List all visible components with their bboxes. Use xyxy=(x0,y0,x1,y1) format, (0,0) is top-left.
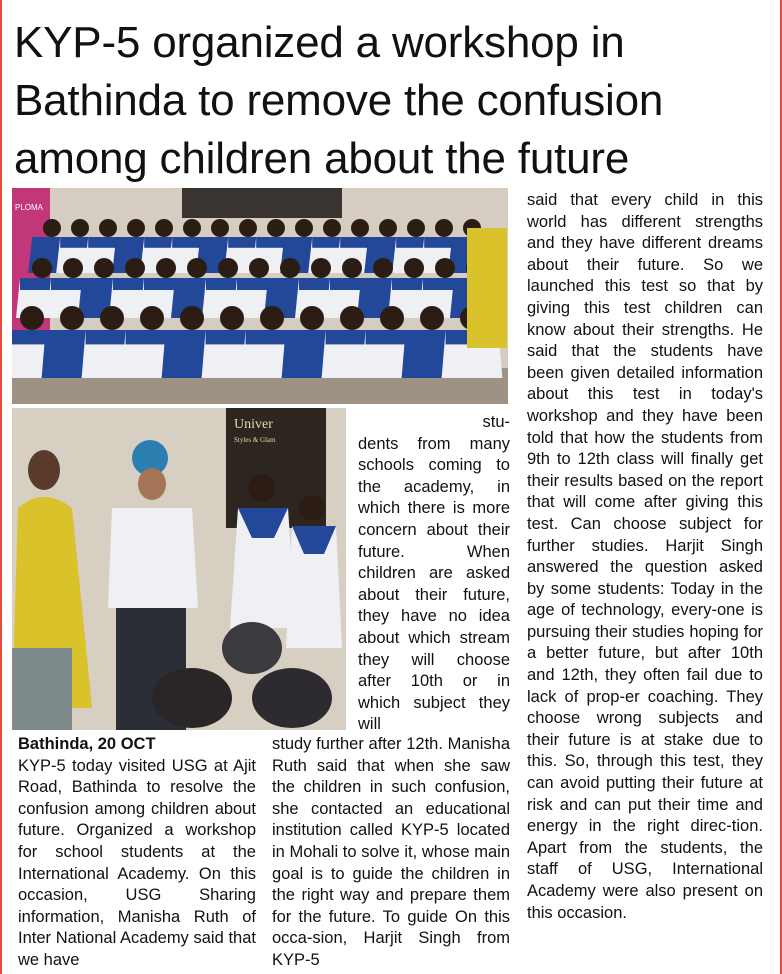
person-head xyxy=(380,306,404,330)
person-head xyxy=(183,219,201,237)
person-head xyxy=(156,258,176,278)
person-head xyxy=(60,306,84,330)
workshop-photo-illustration xyxy=(12,408,346,730)
workshop-photo xyxy=(12,408,346,730)
person-head xyxy=(300,306,324,330)
person-head xyxy=(311,258,331,278)
person-head xyxy=(43,219,61,237)
person-head xyxy=(125,258,145,278)
person-head xyxy=(420,306,444,330)
group-photo-illustration xyxy=(12,188,508,404)
person-head xyxy=(280,258,300,278)
person-head xyxy=(100,306,124,330)
person-head xyxy=(211,219,229,237)
person-head xyxy=(20,306,44,330)
sign-subtext: Styles & Glam xyxy=(234,436,276,444)
column-3-text: said that every child in this world has different strengths and they have different dreams about their future. So we launched this test so that by giving this test children can know about their strengths. He said that the students have been given detailed information about this test in today's workshop and they have been told that how the students from 9th to 12th class will finally get their results based on the report that will come after giving this test. Can choose subject for further studies. Harjit Singh answered the question asked by some students: Today in the age of technology, every-one is pursuing their studies hoping for a better future, but after 10th and 12th, they often fail due to lack of prop-er coaching. They choose wrong subjects and their future is at stake due to this. So, through this test, they can avoid putting their future at risk and can put their time and energy in the right direc-tion. Apart from the students, the staff of USG, International Academy were also present on this occasion. xyxy=(527,191,763,922)
column-2-top xyxy=(358,412,510,736)
group-photo xyxy=(12,188,508,404)
person-head xyxy=(140,306,164,330)
column-2-bottom xyxy=(272,734,510,972)
column-1 xyxy=(18,734,256,972)
person-head xyxy=(373,258,393,278)
sign-text: Univer xyxy=(234,417,273,432)
person-head xyxy=(180,306,204,330)
person-head xyxy=(32,258,52,278)
yellow-dress-figure xyxy=(467,228,507,348)
person-head xyxy=(249,258,269,278)
column-2-top-text: dents from many schools coming to the academy, in which there is more concern about their future. When children are asked about their future, they have no idea about which stream they will choose after 10th or in which subject they will xyxy=(358,434,510,734)
banner-text: PLOMA xyxy=(15,203,44,212)
person-head xyxy=(351,219,369,237)
person-head xyxy=(342,258,362,278)
person-head xyxy=(239,219,257,237)
person-head xyxy=(407,219,425,237)
column-2-bottom-text: study further after 12th. Manisha Ruth said that when she saw the children in such confusion, she contacted an educational institution called KYP-5 located in Mohali to solve it, whose main goal is to guide the children in the right way and prepare them for the future. To guide On this occa-sion, Harjit Singh from KYP-5 xyxy=(272,735,510,969)
column-2-hyphen-start: stu- xyxy=(482,413,510,431)
person-head xyxy=(99,219,117,237)
person-head xyxy=(155,219,173,237)
person-head xyxy=(295,219,313,237)
person-head xyxy=(404,258,424,278)
person-head xyxy=(323,219,341,237)
headline: KYP-5 organized a workshop in Bathinda to remove the confusion among children about the future xyxy=(14,18,664,183)
person-head xyxy=(127,219,145,237)
person-head xyxy=(260,306,284,330)
person-head xyxy=(267,219,285,237)
person-head xyxy=(187,258,207,278)
column-3 xyxy=(527,190,763,924)
person-head xyxy=(435,219,453,237)
person-head xyxy=(379,219,397,237)
column-1-text: KYP-5 today visited USG at Ajit Road, Bathinda to resolve the confusion among children about future. Organized a workshop for school students at the International Academy. On this occasion, USG Sharing information, Manisha Ruth of Inter National Academy said that we have xyxy=(18,756,256,969)
person-head xyxy=(220,306,244,330)
person-head xyxy=(435,258,455,278)
person-head xyxy=(340,306,364,330)
person-head xyxy=(94,258,114,278)
person-head xyxy=(63,258,83,278)
dateline: Bathinda, 20 OCT xyxy=(18,735,156,753)
person-head xyxy=(71,219,89,237)
person-head xyxy=(218,258,238,278)
